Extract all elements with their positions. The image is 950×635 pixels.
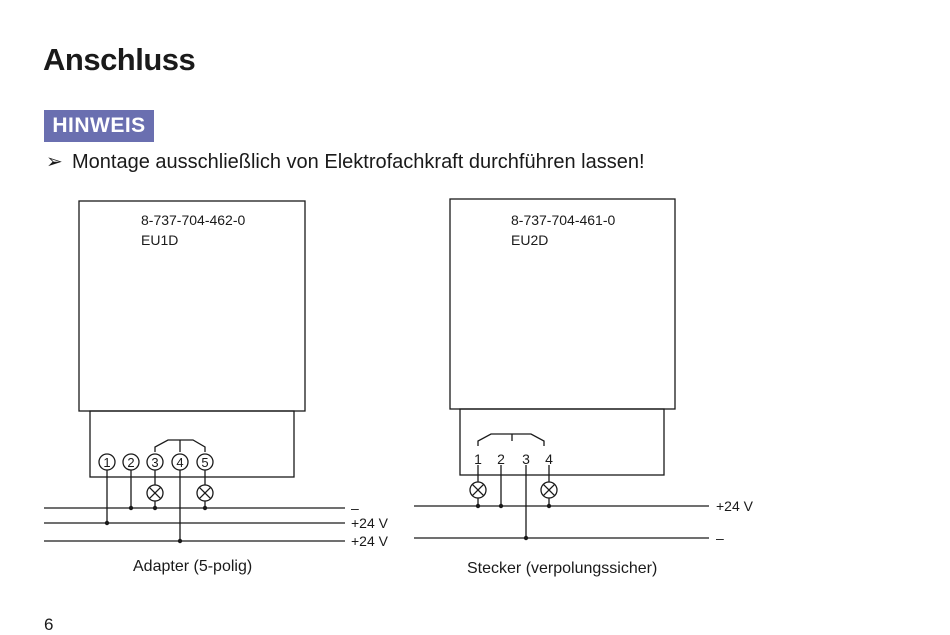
notice-text: Montage ausschließlich von Elektrofachkraft durchführen lassen! <box>72 151 645 173</box>
left-adapter-body <box>90 411 294 477</box>
right-switch-symbol <box>478 434 544 446</box>
right-lamp-icon-1 <box>470 482 486 498</box>
right-caption: Stecker (verpolungssicher) <box>467 560 658 577</box>
left-caption: Adapter (5-polig) <box>133 558 253 575</box>
right-plug-body <box>460 409 664 475</box>
right-terminal-label-1: 1 <box>474 451 482 467</box>
page-title: Anschluss <box>43 42 196 77</box>
left-device-housing <box>79 201 305 411</box>
right-terminal-label-4: 4 <box>545 451 553 467</box>
left-terminal-label-5: 5 <box>201 455 209 470</box>
page-number: 6 <box>44 615 54 634</box>
left-part-number: 8-737-704-462-0 <box>141 212 246 228</box>
right-line-label-1: +24 V <box>716 498 753 514</box>
left-model: EU1D <box>141 232 179 248</box>
left-line-label-3: +24 V <box>351 533 388 549</box>
notice-badge: HINWEIS <box>44 110 154 142</box>
left-terminal-label-1: 1 <box>103 455 111 470</box>
left-lamp-icon-2 <box>197 485 213 501</box>
arrow-bullet-icon: ➢ <box>46 151 63 173</box>
right-terminal-label-3: 3 <box>522 451 530 467</box>
left-line-label-2: +24 V <box>351 515 388 531</box>
left-lamp-icon-1 <box>147 485 163 501</box>
right-lamp-icon-2 <box>541 482 557 498</box>
left-line-label-1: – <box>351 500 359 516</box>
right-terminal-label-2: 2 <box>497 451 505 467</box>
left-terminal-label-2: 2 <box>127 455 135 470</box>
left-terminal-label-3: 3 <box>151 455 159 470</box>
right-model: EU2D <box>511 232 549 248</box>
right-part-number: 8-737-704-461-0 <box>511 212 616 228</box>
right-device-housing <box>450 199 675 409</box>
left-terminal-label-4: 4 <box>176 455 184 470</box>
right-line-label-2: – <box>716 530 724 546</box>
